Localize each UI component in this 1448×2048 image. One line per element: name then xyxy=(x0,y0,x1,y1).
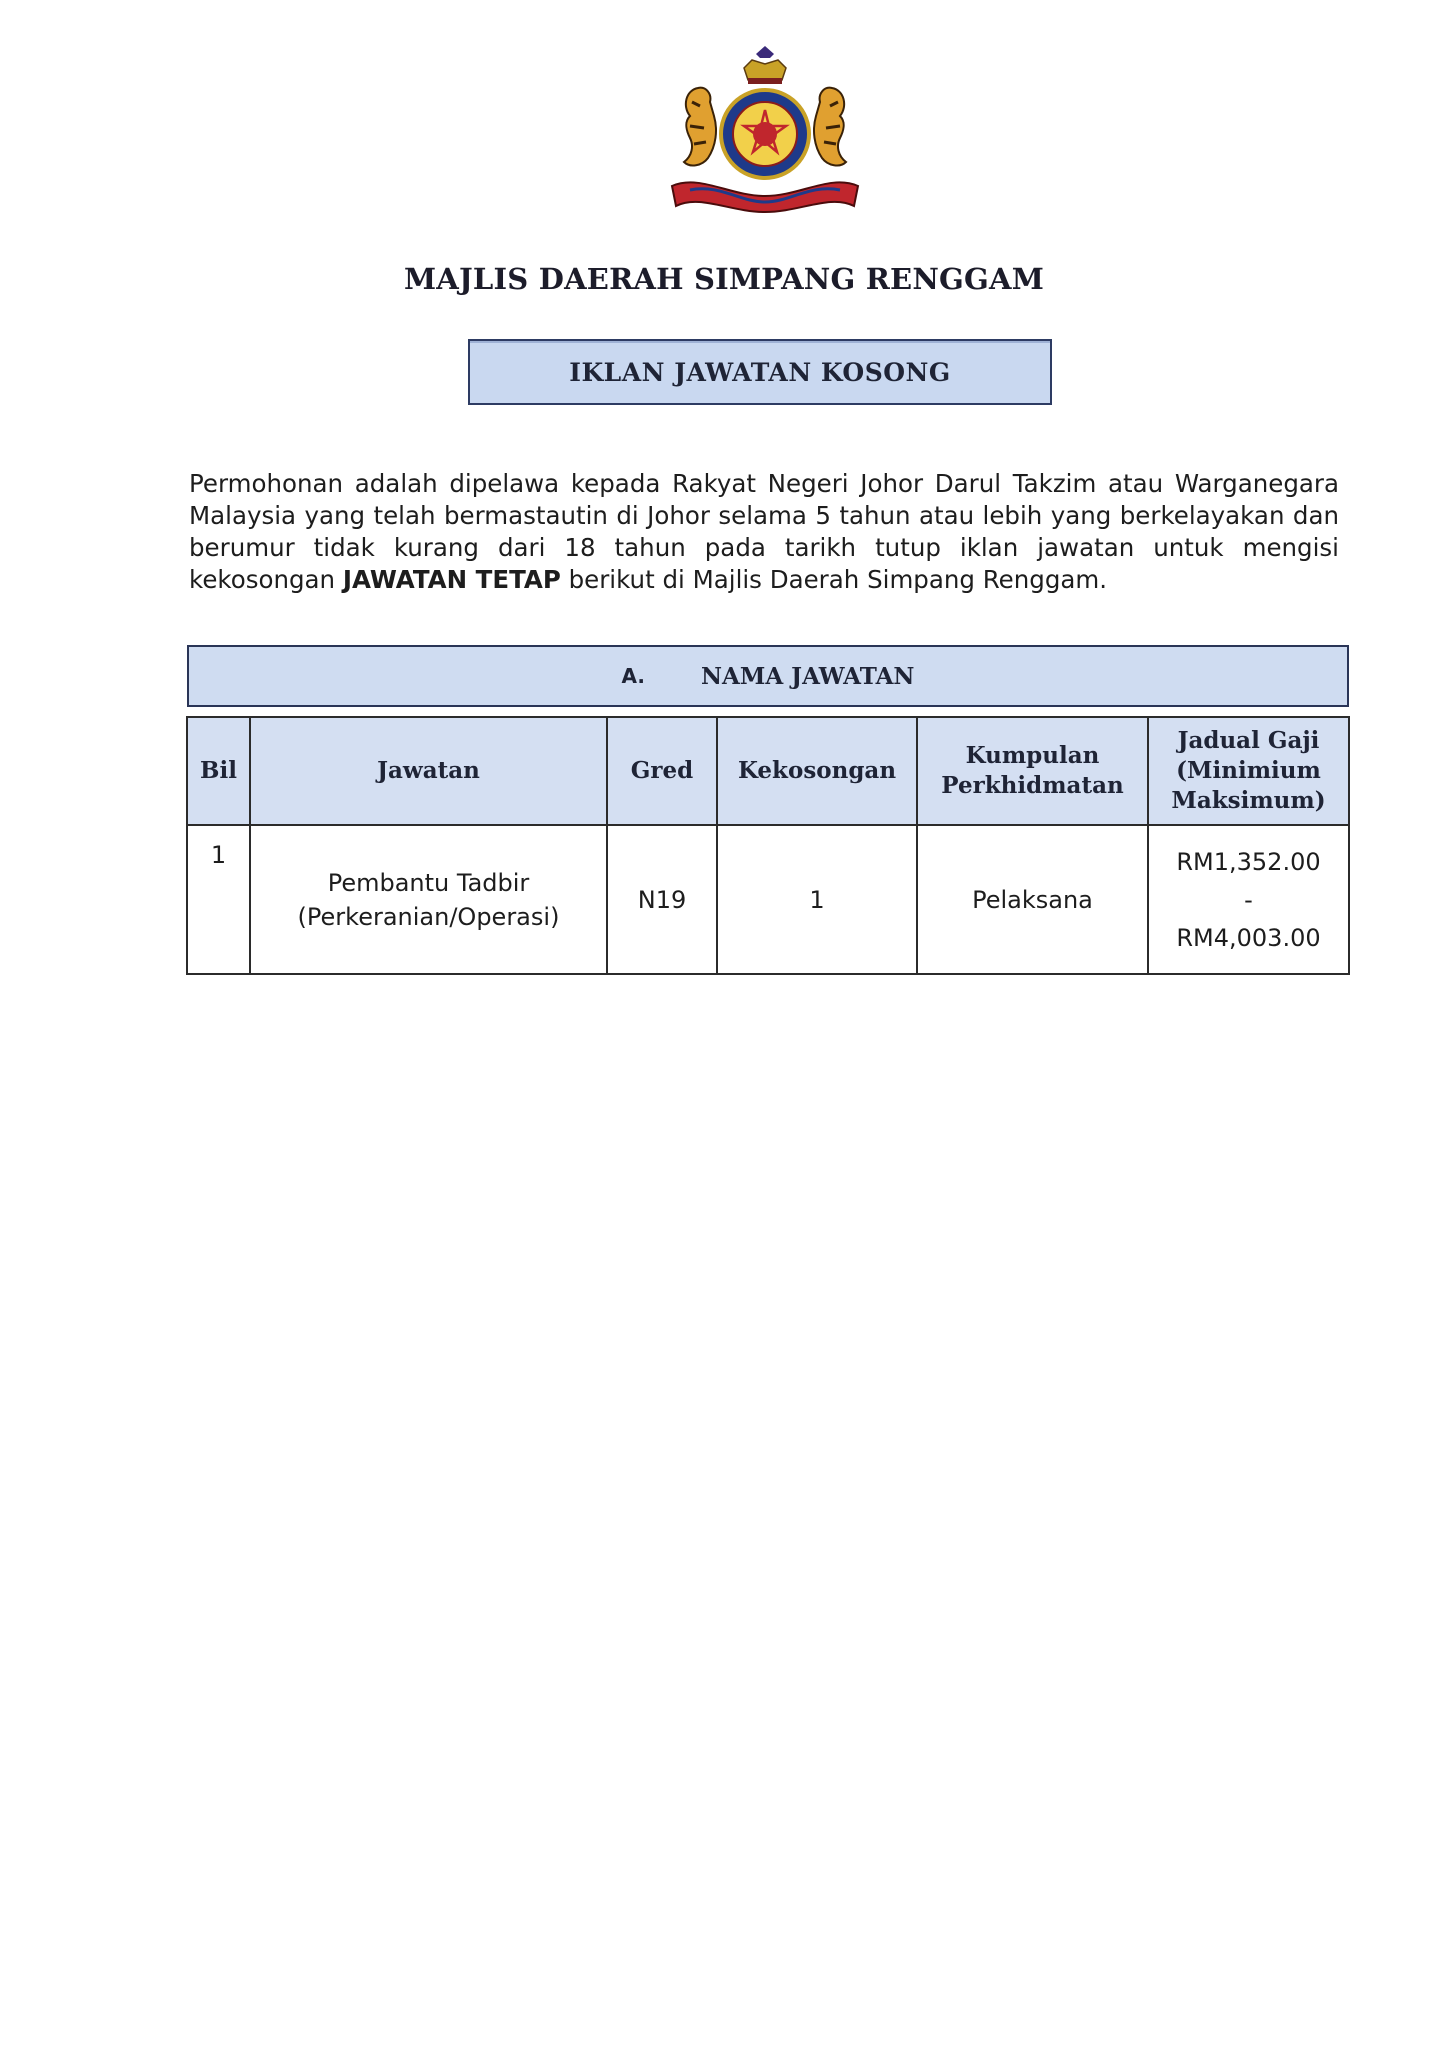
shield-emblem xyxy=(721,90,809,178)
cell-bil: 1 xyxy=(187,825,250,974)
section-title: NAMA JAWATAN xyxy=(701,662,915,690)
ad-title: IKLAN JAWATAN KOSONG xyxy=(569,357,951,387)
intro-paragraph xyxy=(189,468,1339,596)
header-bil: Bil xyxy=(187,717,250,825)
cell-kumpulan: Pelaksana xyxy=(917,825,1148,974)
gaji-separator: - xyxy=(1244,885,1253,914)
ad-title-box xyxy=(468,339,1052,405)
table-header-row xyxy=(187,717,1349,825)
crown-icon xyxy=(744,46,786,84)
cell-gred: N19 xyxy=(607,825,717,974)
intro-text-after: berikut di Majlis Daerah Simpang Renggam. xyxy=(560,565,1108,594)
header-gred: Gred xyxy=(607,717,717,825)
cell-jadual-gaji xyxy=(1148,825,1349,974)
left-tiger-icon xyxy=(684,88,716,166)
section-letter: A. xyxy=(621,664,645,688)
gaji-min: RM1,352.00 xyxy=(1176,847,1321,876)
table-row xyxy=(187,825,1349,974)
header-jawatan: Jawatan xyxy=(250,717,607,825)
vacancy-table xyxy=(186,716,1350,975)
organization-title: MAJLIS DAERAH SIMPANG RENGGAM xyxy=(404,262,1044,296)
cell-jawatan: Pembantu Tadbir (Perkeranian/Operasi) xyxy=(250,825,607,974)
intro-emphasis: JAWATAN TETAP xyxy=(342,565,561,594)
intro-text-before: Permohonan adalah dipelawa kepada Rakyat Negeri Johor Darul Takzim atau Warganegara Malaysia yang telah bermastautin di Johor selama 5 tahun atau lebih yang berkelayakan dan berumur tidak kurang dari 18 tahun pada tarikh tutup iklan jawatan untuk mengisi kekosongan xyxy=(189,469,1339,594)
right-tiger-icon xyxy=(814,88,846,166)
section-header-bar xyxy=(187,645,1349,707)
cell-kekosongan: 1 xyxy=(717,825,917,974)
gaji-max: RM4,003.00 xyxy=(1176,923,1321,952)
header-jadual-gaji: Jadual Gaji (Minimium Maksimum) xyxy=(1148,717,1349,825)
council-crest-logo xyxy=(660,46,870,218)
header-kumpulan: Kumpulan Perkhidmatan xyxy=(917,717,1148,825)
ribbon-banner xyxy=(672,182,858,212)
header-kekosongan: Kekosongan xyxy=(717,717,917,825)
